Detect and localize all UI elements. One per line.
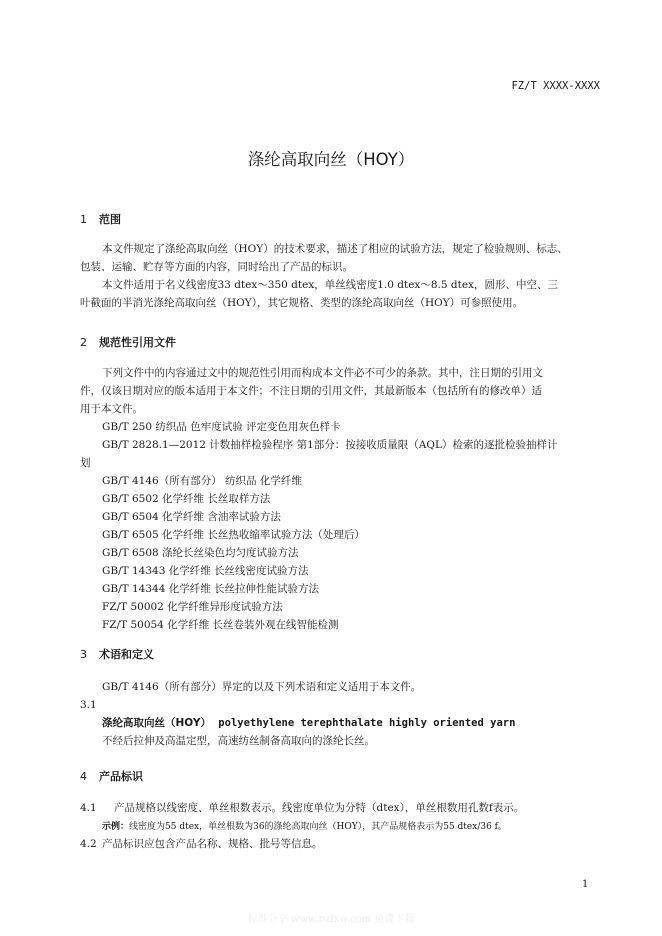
section-number: 1	[80, 213, 87, 226]
paragraph-line: 件，仅该日期对应的版本适用于本文件；不注日期的引用文件，其最新版本（包括所有的修改单）适	[80, 385, 542, 397]
example-label: 示例：	[102, 822, 130, 832]
example-text: 线密度为55 dtex，单丝根数为36的涤纶高取向丝（HOY），其产品规格表示为55 dtex/36 f。	[129, 822, 507, 832]
example-line	[102, 820, 507, 834]
section-4-heading	[80, 768, 143, 784]
section-1-heading	[80, 211, 121, 227]
term-definition: 不经后拉伸及高温定型，高速纺丝制备高取向的涤纶长丝。	[102, 735, 375, 747]
paragraph-line: 包装、运输、贮存等方面的内容，同时给出了产品的标识。	[80, 261, 353, 273]
section-number: 4	[80, 770, 87, 783]
term-english: polyethylene terephthalate highly oriented yarn	[218, 717, 516, 729]
term-entry	[102, 714, 515, 732]
clause-number: 4.2	[80, 838, 97, 850]
clause-text: 产品规格以线密度、单丝根数表示。线密度单位为分特（dtex），单丝根数用孔数f表示。	[114, 802, 525, 814]
page-number: 1	[582, 879, 589, 890]
clause-4-1	[80, 799, 524, 817]
reference-item: GB/T 6505 化学纤维 长丝热收缩率试验方法（处理后）	[102, 529, 365, 541]
paragraph-line: GB/T 4146（所有部分）界定的以及下列术语和定义适用于本文件。	[102, 681, 422, 693]
section-2-heading	[80, 334, 176, 350]
reference-item: GB/T 14344 化学纤维 长丝拉伸性能试验方法	[102, 583, 320, 595]
section-title: 产品标识	[99, 770, 143, 783]
reference-item: GB/T 14343 化学纤维 长丝线密度试验方法	[102, 565, 309, 577]
section-3-body	[80, 678, 600, 696]
paragraph-line: 本文件规定了涤纶高取向丝（HOY）的技术要求，描述了相应的试验方法，规定了检验规则、标志、	[102, 243, 568, 255]
section-title: 术语和定义	[99, 648, 154, 661]
section-2-body	[80, 364, 600, 634]
clause-number: 4.1	[80, 802, 97, 814]
section-1-body	[80, 240, 600, 312]
reference-item: GB/T 250 纺织品 色牢度试验 评定变色用灰色样卡	[102, 421, 341, 433]
reference-item: GB/T 2828.1—2012 计数抽样检验程序 第1部分：按接收质量限（AQL）检索的逐批检验抽样计	[102, 439, 558, 451]
section-3-heading	[80, 646, 154, 662]
section-title: 规范性引用文件	[99, 336, 176, 349]
reference-item-continuation: 划	[80, 457, 91, 469]
reference-item: FZ/T 50054 化学纤维 长丝卷装外观在线智能检测	[102, 619, 339, 631]
paragraph-line: 下列文件中的内容通过文中的规范性引用而构成本文件必不可少的条款。其中，注日期的引用文	[102, 367, 543, 379]
reference-item: GB/T 6508 涤纶长丝染色均匀度试验方法	[102, 547, 299, 559]
clause-number: 3.1	[80, 699, 97, 711]
clause-4-2	[80, 835, 323, 853]
standard-code: FZ/T XXXX-XXXX	[511, 80, 600, 92]
reference-item: FZ/T 50002 化学纤维异形度试验方法	[102, 601, 283, 613]
paragraph-line: 本文件适用于名义线密度33 dtex～350 dtex，单丝线密度1.0 dtex～8.5 dtex，圆形、中空、三	[102, 279, 558, 291]
reference-item: GB/T 4146（所有部分） 纺织品 化学纤维	[102, 475, 302, 487]
reference-item: GB/T 6502 化学纤维 长丝取样方法	[102, 493, 271, 505]
section-title: 范围	[99, 213, 121, 226]
term-chinese: 涤纶高取向丝（HOY）	[102, 717, 211, 729]
paragraph-line: 用于本文件。	[80, 403, 143, 415]
section-number: 2	[80, 336, 87, 349]
paragraph-line: 叶截面的半消光涤纶高取向丝（HOY），其它规格、类型的涤纶高取向丝（HOY）可参照使用。	[80, 297, 524, 309]
watermark-text: 标准分享 www.bzfxw.com 免费下载	[247, 914, 415, 925]
reference-item: GB/T 6504 化学纤维 含油率试验方法	[102, 511, 281, 523]
clause-text: 产品标识应包含产品名称、规格、批号等信息。	[102, 838, 323, 850]
section-number: 3	[80, 648, 87, 661]
document-title: 涤纶高取向丝（HOY）	[247, 150, 415, 169]
